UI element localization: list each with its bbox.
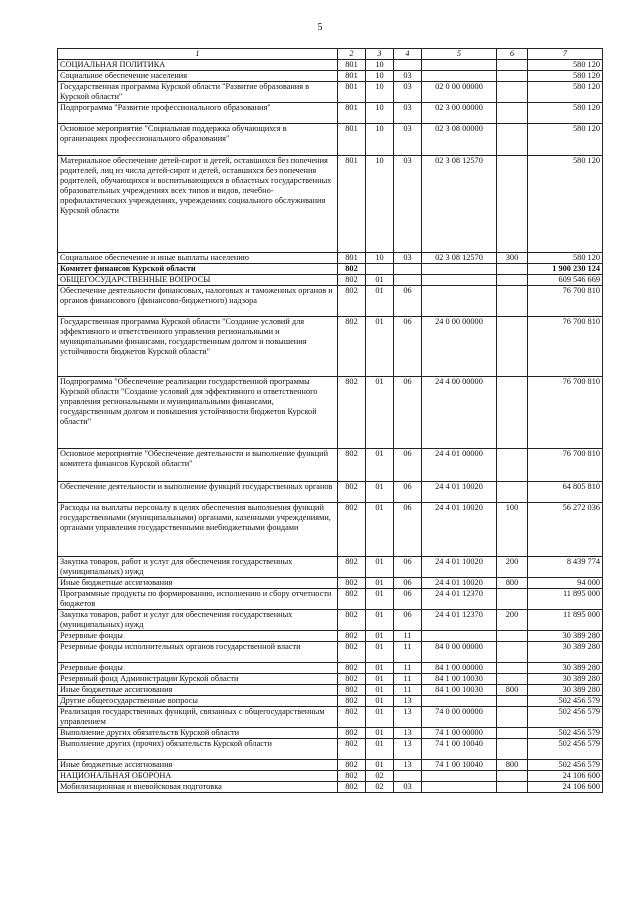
cell-subsection: 13 xyxy=(394,696,422,707)
cell-section: 10 xyxy=(366,103,394,124)
cell-subsection: 13 xyxy=(394,707,422,728)
cell-expense-type: 200 xyxy=(497,557,528,578)
cell-section: 01 xyxy=(366,728,394,739)
cell-name: Резервные фонды xyxy=(58,663,338,674)
cell-dept-code: 802 xyxy=(338,771,366,782)
column-header: 2 xyxy=(338,49,366,60)
cell-target-article: 84 1 00 10030 xyxy=(422,674,497,685)
cell-expense-type xyxy=(497,771,528,782)
column-number-header-row xyxy=(58,49,603,60)
cell-section: 10 xyxy=(366,124,394,156)
table-row xyxy=(58,317,603,377)
cell-amount: 580 120 xyxy=(528,253,603,264)
table-row xyxy=(58,696,603,707)
cell-expense-type xyxy=(497,707,528,728)
cell-expense-type: 800 xyxy=(497,760,528,771)
cell-target-article: 24 4 01 10020 xyxy=(422,503,497,557)
cell-dept-code: 802 xyxy=(338,674,366,685)
cell-dept-code: 801 xyxy=(338,103,366,124)
column-header: 1 xyxy=(58,49,338,60)
cell-section: 01 xyxy=(366,275,394,286)
cell-section: 01 xyxy=(366,503,394,557)
cell-target-article xyxy=(422,275,497,286)
table-row xyxy=(58,760,603,771)
cell-name: Обеспечение деятельности и выполнение функций государственных органов xyxy=(58,482,338,503)
cell-subsection: 06 xyxy=(394,578,422,589)
cell-subsection: 03 xyxy=(394,71,422,82)
cell-amount: 76 700 810 xyxy=(528,377,603,449)
cell-subsection: 06 xyxy=(394,503,422,557)
cell-dept-code: 801 xyxy=(338,156,366,253)
table-row xyxy=(58,663,603,674)
cell-expense-type xyxy=(497,60,528,71)
cell-name: НАЦИОНАЛЬНАЯ ОБОРОНА xyxy=(58,771,338,782)
cell-section: 10 xyxy=(366,82,394,103)
cell-subsection: 11 xyxy=(394,631,422,642)
cell-target-article: 24 4 01 10020 xyxy=(422,578,497,589)
cell-amount: 580 120 xyxy=(528,124,603,156)
cell-subsection: 06 xyxy=(394,377,422,449)
table-row xyxy=(58,103,603,124)
cell-expense-type xyxy=(497,377,528,449)
cell-section: 01 xyxy=(366,674,394,685)
cell-expense-type: 300 xyxy=(497,253,528,264)
cell-expense-type xyxy=(497,642,528,663)
column-header: 6 xyxy=(497,49,528,60)
cell-name: Выполнение других обязательств Курской области xyxy=(58,728,338,739)
cell-dept-code: 801 xyxy=(338,82,366,103)
cell-subsection: 03 xyxy=(394,82,422,103)
cell-amount: 580 120 xyxy=(528,60,603,71)
cell-target-article: 84 1 00 00000 xyxy=(422,663,497,674)
cell-target-article xyxy=(422,771,497,782)
cell-expense-type xyxy=(497,71,528,82)
cell-section: 01 xyxy=(366,557,394,578)
cell-subsection: 11 xyxy=(394,663,422,674)
cell-subsection: 03 xyxy=(394,253,422,264)
budget-table xyxy=(57,48,603,793)
cell-name: Иные бюджетные ассигнования xyxy=(58,578,338,589)
cell-expense-type xyxy=(497,275,528,286)
cell-subsection: 11 xyxy=(394,685,422,696)
cell-name: Реализация государственных функций, связанных с общегосударственным управлением xyxy=(58,707,338,728)
cell-amount: 502 456 579 xyxy=(528,739,603,760)
cell-name: Обеспечение деятельности финансовых, налоговых и таможенных органов и органов финансового (финансово-бюджетного) надзора xyxy=(58,286,338,317)
table-row xyxy=(58,739,603,760)
cell-subsection: 06 xyxy=(394,317,422,377)
table-row xyxy=(58,610,603,631)
cell-target-article: 74 1 00 00000 xyxy=(422,728,497,739)
cell-target-article xyxy=(422,264,497,275)
cell-target-article xyxy=(422,696,497,707)
cell-dept-code: 802 xyxy=(338,449,366,482)
table-row xyxy=(58,286,603,317)
cell-subsection: 13 xyxy=(394,739,422,760)
cell-target-article: 24 4 01 12370 xyxy=(422,610,497,631)
cell-expense-type xyxy=(497,696,528,707)
cell-name: Социальное обеспечение населения xyxy=(58,71,338,82)
cell-dept-code: 802 xyxy=(338,642,366,663)
cell-dept-code: 802 xyxy=(338,589,366,610)
cell-section: 01 xyxy=(366,642,394,663)
cell-section: 01 xyxy=(366,377,394,449)
cell-amount: 24 106 600 xyxy=(528,771,603,782)
cell-subsection: 03 xyxy=(394,103,422,124)
cell-dept-code: 801 xyxy=(338,60,366,71)
cell-expense-type xyxy=(497,663,528,674)
table-row xyxy=(58,124,603,156)
cell-section: 10 xyxy=(366,253,394,264)
cell-section: 01 xyxy=(366,631,394,642)
cell-target-article: 24 4 01 00000 xyxy=(422,449,497,482)
cell-dept-code: 801 xyxy=(338,124,366,156)
cell-name: ОБЩЕГОСУДАРСТВЕННЫЕ ВОПРОСЫ xyxy=(58,275,338,286)
cell-target-article: 24 4 00 00000 xyxy=(422,377,497,449)
table-row xyxy=(58,728,603,739)
cell-name: Расходы на выплаты персоналу в целях обеспечения выполнения функций государственными (муниципальными) органами, казенными учреждениями, органами управления государственными внебюджетными фондами xyxy=(58,503,338,557)
column-header: 7 xyxy=(528,49,603,60)
cell-target-article xyxy=(422,782,497,793)
cell-name: Резервные фонды xyxy=(58,631,338,642)
cell-name: Иные бюджетные ассигнования xyxy=(58,685,338,696)
cell-dept-code: 802 xyxy=(338,685,366,696)
cell-target-article xyxy=(422,60,497,71)
cell-dept-code: 802 xyxy=(338,610,366,631)
cell-amount: 94 000 xyxy=(528,578,603,589)
cell-expense-type xyxy=(497,728,528,739)
cell-expense-type xyxy=(497,631,528,642)
cell-dept-code: 802 xyxy=(338,503,366,557)
cell-amount: 1 900 230 124 xyxy=(528,264,603,275)
cell-dept-code: 802 xyxy=(338,663,366,674)
cell-name: Комитет финансов Курской области xyxy=(58,264,338,275)
cell-target-article xyxy=(422,631,497,642)
cell-amount: 502 456 579 xyxy=(528,707,603,728)
cell-section: 01 xyxy=(366,482,394,503)
cell-amount: 580 120 xyxy=(528,82,603,103)
cell-amount: 24 106 600 xyxy=(528,782,603,793)
cell-expense-type xyxy=(497,103,528,124)
cell-name: Основное мероприятие "Обеспечение деятельности и выполнение функций комитета финансов Курской области" xyxy=(58,449,338,482)
table-row xyxy=(58,557,603,578)
cell-subsection xyxy=(394,264,422,275)
cell-dept-code: 801 xyxy=(338,71,366,82)
cell-section: 01 xyxy=(366,760,394,771)
cell-expense-type xyxy=(497,82,528,103)
cell-target-article: 24 0 00 00000 xyxy=(422,317,497,377)
cell-target-article: 74 0 00 00000 xyxy=(422,707,497,728)
table-row xyxy=(58,685,603,696)
cell-amount: 609 546 669 xyxy=(528,275,603,286)
cell-dept-code: 802 xyxy=(338,317,366,377)
cell-name: Мобилизационная и вневойсковая подготовка xyxy=(58,782,338,793)
cell-section: 10 xyxy=(366,156,394,253)
cell-dept-code: 802 xyxy=(338,482,366,503)
table-row xyxy=(58,60,603,71)
cell-amount: 30 389 280 xyxy=(528,631,603,642)
cell-name: Другие общегосударственные вопросы xyxy=(58,696,338,707)
cell-target-article: 02 3 08 12570 xyxy=(422,253,497,264)
cell-amount: 76 700 810 xyxy=(528,286,603,317)
cell-dept-code: 802 xyxy=(338,707,366,728)
cell-subsection xyxy=(394,771,422,782)
table-row xyxy=(58,589,603,610)
cell-target-article xyxy=(422,71,497,82)
cell-target-article: 02 3 08 12570 xyxy=(422,156,497,253)
cell-subsection xyxy=(394,275,422,286)
cell-expense-type xyxy=(497,782,528,793)
cell-amount: 11 895 000 xyxy=(528,610,603,631)
cell-target-article: 74 1 00 10040 xyxy=(422,739,497,760)
cell-subsection: 06 xyxy=(394,286,422,317)
cell-name: Государственная программа Курской области "Создание условий для эффективного и ответственного управления региональными и муниципальными финансами, государственным долгом и повышения устойчивости бюджетов Курской области" xyxy=(58,317,338,377)
cell-target-article: 02 3 00 00000 xyxy=(422,103,497,124)
cell-section: 01 xyxy=(366,610,394,631)
cell-subsection: 06 xyxy=(394,557,422,578)
column-header: 4 xyxy=(394,49,422,60)
cell-section: 01 xyxy=(366,317,394,377)
cell-name: СОЦИАЛЬНАЯ ПОЛИТИКА xyxy=(58,60,338,71)
cell-section: 01 xyxy=(366,663,394,674)
cell-amount: 30 389 280 xyxy=(528,685,603,696)
cell-target-article xyxy=(422,286,497,317)
cell-section: 10 xyxy=(366,60,394,71)
cell-expense-type xyxy=(497,589,528,610)
cell-amount: 30 389 280 xyxy=(528,674,603,685)
table-row xyxy=(58,482,603,503)
cell-dept-code: 802 xyxy=(338,728,366,739)
cell-dept-code: 802 xyxy=(338,275,366,286)
cell-subsection: 03 xyxy=(394,156,422,253)
cell-amount: 56 272 036 xyxy=(528,503,603,557)
cell-subsection xyxy=(394,60,422,71)
cell-amount: 8 439 774 xyxy=(528,557,603,578)
cell-subsection: 13 xyxy=(394,760,422,771)
cell-amount: 502 456 579 xyxy=(528,760,603,771)
cell-target-article: 24 4 01 10020 xyxy=(422,557,497,578)
table-row xyxy=(58,377,603,449)
table-row xyxy=(58,449,603,482)
table-row xyxy=(58,264,603,275)
cell-section: 01 xyxy=(366,696,394,707)
cell-name: Иные бюджетные ассигнования xyxy=(58,760,338,771)
cell-dept-code: 802 xyxy=(338,557,366,578)
cell-name: Выполнение других (прочих) обязательств Курской области xyxy=(58,739,338,760)
cell-name: Подпрограмма "Развитие профессионального образования" xyxy=(58,103,338,124)
cell-dept-code: 802 xyxy=(338,264,366,275)
cell-name: Программные продукты по формированию, исполнению и сбору отчетности бюджетов xyxy=(58,589,338,610)
cell-expense-type: 800 xyxy=(497,685,528,696)
column-header: 5 xyxy=(422,49,497,60)
table-row xyxy=(58,275,603,286)
cell-amount: 11 895 000 xyxy=(528,589,603,610)
cell-section: 01 xyxy=(366,739,394,760)
table-row xyxy=(58,782,603,793)
cell-expense-type xyxy=(497,674,528,685)
cell-subsection: 03 xyxy=(394,124,422,156)
cell-expense-type: 800 xyxy=(497,578,528,589)
cell-amount: 502 456 579 xyxy=(528,728,603,739)
cell-amount: 30 389 280 xyxy=(528,663,603,674)
cell-target-article: 74 1 00 10040 xyxy=(422,760,497,771)
cell-subsection: 06 xyxy=(394,449,422,482)
table-row xyxy=(58,771,603,782)
cell-dept-code: 801 xyxy=(338,253,366,264)
cell-expense-type xyxy=(497,482,528,503)
cell-amount: 502 456 579 xyxy=(528,696,603,707)
table-row xyxy=(58,674,603,685)
cell-name: Закупка товаров, работ и услуг для обеспечения государственных (муниципальных) нужд xyxy=(58,557,338,578)
cell-expense-type xyxy=(497,449,528,482)
cell-dept-code: 802 xyxy=(338,696,366,707)
cell-target-article: 02 3 08 00000 xyxy=(422,124,497,156)
cell-amount: 580 120 xyxy=(528,103,603,124)
cell-expense-type: 200 xyxy=(497,610,528,631)
cell-dept-code: 802 xyxy=(338,782,366,793)
cell-section: 01 xyxy=(366,286,394,317)
cell-subsection: 06 xyxy=(394,482,422,503)
cell-subsection: 03 xyxy=(394,782,422,793)
cell-expense-type xyxy=(497,264,528,275)
cell-section xyxy=(366,264,394,275)
cell-name: Резервные фонды исполнительных органов государственной власти xyxy=(58,642,338,663)
table-row xyxy=(58,253,603,264)
cell-section: 10 xyxy=(366,71,394,82)
cell-name: Резервный фонд Администрации Курской области xyxy=(58,674,338,685)
cell-subsection: 13 xyxy=(394,728,422,739)
cell-name: Подпрограмма "Обеспечение реализации государственной программы Курской области "Создание условий для эффективного и ответственного управления региональными и муниципальными финансами, государственным долгом и повышения устойчивости бюджетов Курской области" xyxy=(58,377,338,449)
cell-section: 01 xyxy=(366,589,394,610)
cell-expense-type xyxy=(497,156,528,253)
table-row xyxy=(58,71,603,82)
cell-dept-code: 802 xyxy=(338,578,366,589)
cell-amount: 64 805 810 xyxy=(528,482,603,503)
cell-section: 01 xyxy=(366,449,394,482)
cell-amount: 76 700 810 xyxy=(528,449,603,482)
cell-subsection: 06 xyxy=(394,589,422,610)
cell-expense-type xyxy=(497,317,528,377)
cell-target-article: 24 4 01 10020 xyxy=(422,482,497,503)
cell-dept-code: 802 xyxy=(338,739,366,760)
cell-name: Государственная программа Курской области "Развитие образования в Курской области" xyxy=(58,82,338,103)
cell-dept-code: 802 xyxy=(338,760,366,771)
table-row xyxy=(58,707,603,728)
table-row xyxy=(58,156,603,253)
cell-expense-type xyxy=(497,286,528,317)
cell-name: Основное мероприятие "Социальная поддержка обучающихся в организациях профессионального образования" xyxy=(58,124,338,156)
cell-amount: 30 389 280 xyxy=(528,642,603,663)
table-row xyxy=(58,578,603,589)
cell-target-article: 24 4 01 12370 xyxy=(422,589,497,610)
table-row xyxy=(58,631,603,642)
table-row xyxy=(58,642,603,663)
cell-dept-code: 802 xyxy=(338,631,366,642)
cell-name: Материальное обеспечение детей-сирот и детей, оставшихся без попечения родителей, лиц из числа детей-сирот и детей, оставшихся без попечения родителей, обучающихся и воспитывающихся в областных государственных образовательных учреждениях всех типов и видов, лечебно-профилактических учреждениях, учреждениях социального обслуживания Курской области xyxy=(58,156,338,253)
cell-amount: 580 120 xyxy=(528,71,603,82)
cell-target-article: 02 0 00 00000 xyxy=(422,82,497,103)
table-row xyxy=(58,503,603,557)
cell-section: 01 xyxy=(366,578,394,589)
cell-subsection: 11 xyxy=(394,642,422,663)
cell-name: Закупка товаров, работ и услуг для обеспечения государственных (муниципальных) нужд xyxy=(58,610,338,631)
cell-section: 01 xyxy=(366,707,394,728)
page-number: 5 xyxy=(317,22,323,33)
cell-name: Социальное обеспечение и иные выплаты населению xyxy=(58,253,338,264)
cell-dept-code: 802 xyxy=(338,286,366,317)
cell-expense-type: 100 xyxy=(497,503,528,557)
cell-amount: 76 700 810 xyxy=(528,317,603,377)
cell-subsection: 11 xyxy=(394,674,422,685)
cell-section: 01 xyxy=(366,685,394,696)
cell-target-article: 84 0 00 00000 xyxy=(422,642,497,663)
cell-expense-type xyxy=(497,124,528,156)
cell-expense-type xyxy=(497,739,528,760)
cell-target-article: 84 1 00 10030 xyxy=(422,685,497,696)
column-header: 3 xyxy=(366,49,394,60)
cell-dept-code: 802 xyxy=(338,377,366,449)
cell-amount: 580 120 xyxy=(528,156,603,253)
cell-subsection: 06 xyxy=(394,610,422,631)
cell-section: 02 xyxy=(366,782,394,793)
table-row xyxy=(58,82,603,103)
cell-section: 02 xyxy=(366,771,394,782)
